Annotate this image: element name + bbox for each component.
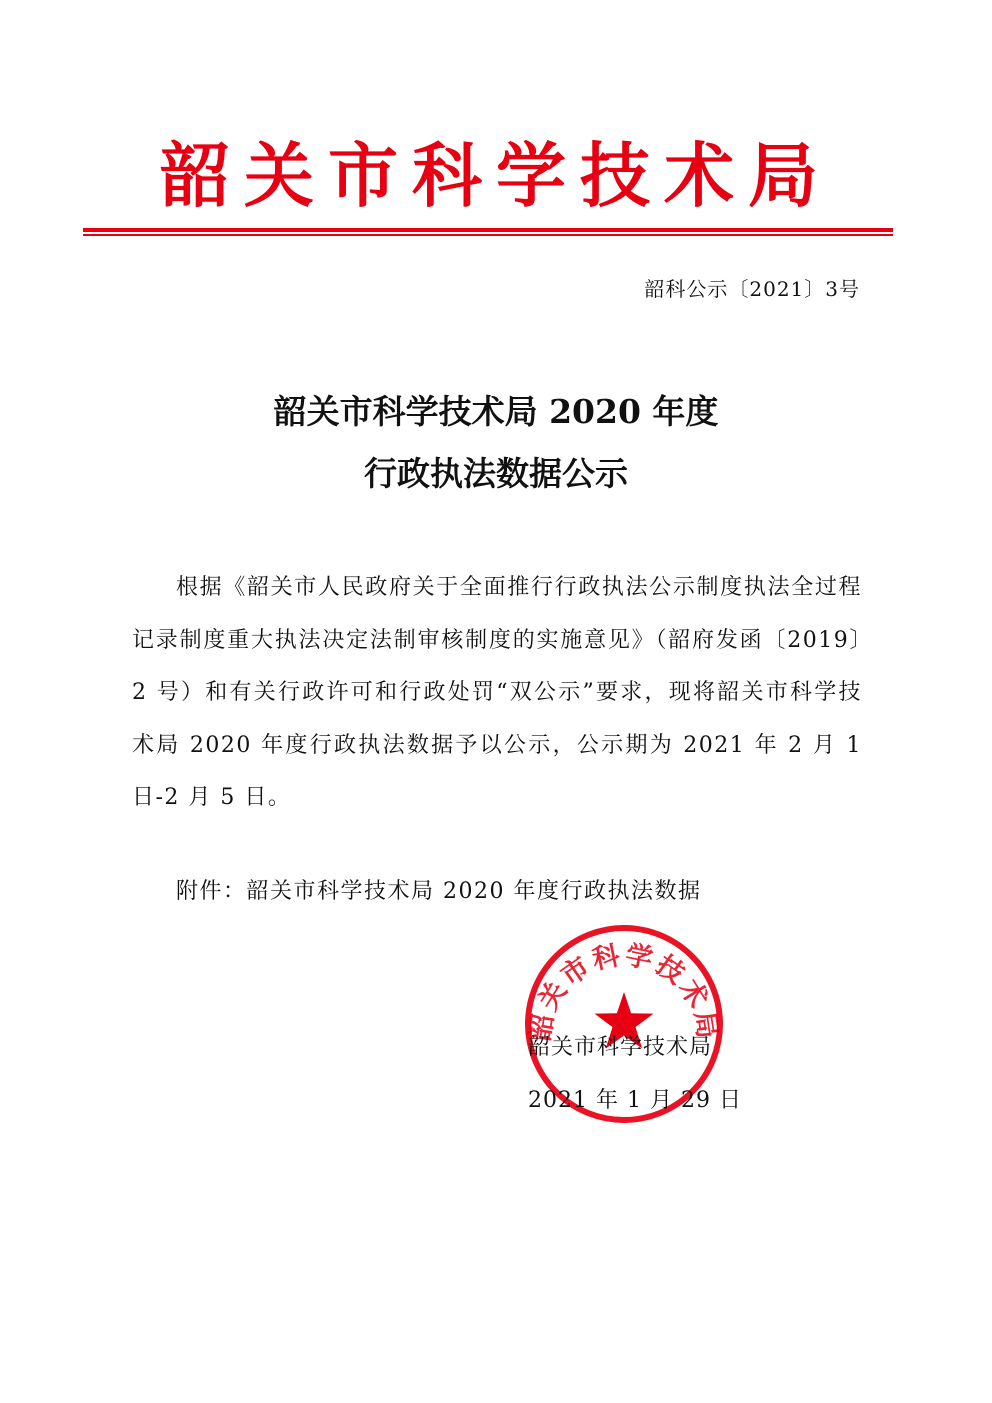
signature-org: 韶关市科学技术局 <box>528 1035 713 1060</box>
doc-title-line1: 韶关市科学技术局 2020 年度 <box>273 392 719 431</box>
doc-title-line2: 行政执法数据公示 <box>364 454 628 493</box>
header-rule-thick <box>83 228 893 232</box>
doc-number: 韶科公示〔2021〕3号 <box>644 277 860 301</box>
body-paragraph: 根据《韶关市人民政府关于全面推行行政执法公示制度执法全过程记录制度重大执法决定法制审核制度的实施意见》（韶府发函〔2019〕2 号）和有关行政许可和行政处罚“双公示”要求，现将韶关市科学技术局 2020 年度行政执法数据予以公示，公示期为 2021 年 2 月 1 日-2 月 5 日。 <box>132 575 862 810</box>
attachment-note: 附件：韶关市科学技术局 2020 年度行政执法数据 <box>176 879 702 904</box>
signature-date: 2021 年 1 月 29 日 <box>528 1088 742 1113</box>
header-rule-thin <box>83 234 893 236</box>
seal-arc-text: 韶关市科学技术局 <box>524 939 724 1044</box>
org-header: 韶关市科学技术局 <box>160 134 832 217</box>
